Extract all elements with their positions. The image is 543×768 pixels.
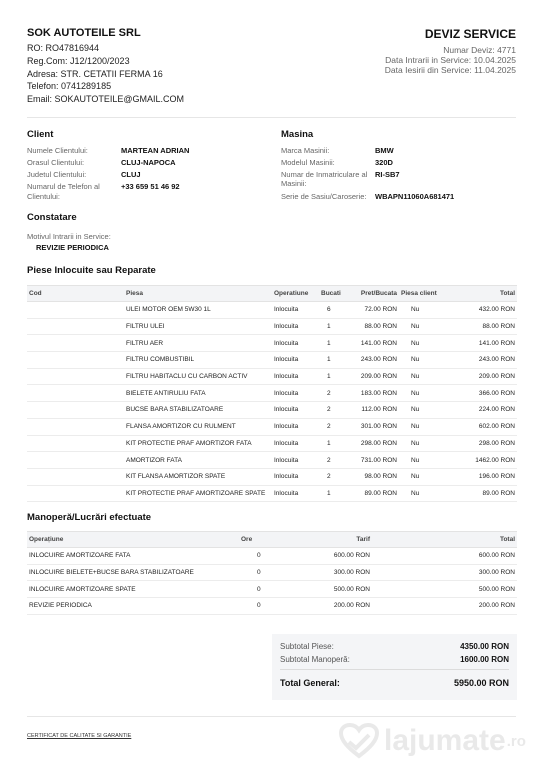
- watermark-text: lajumate: [384, 724, 506, 757]
- part-name: FILTRU AER: [126, 339, 164, 347]
- parts-header-operation: Operatiune: [274, 290, 309, 297]
- labor-rate: 300.00 RON: [333, 569, 370, 577]
- part-operation: Inlocuita: [274, 439, 299, 447]
- part-total: 366.00 RON: [478, 389, 515, 397]
- client-phone: +33 659 51 46 92: [121, 182, 180, 191]
- labor-total: 500.00 RON: [478, 585, 515, 593]
- part-qty: 6: [327, 306, 331, 314]
- part-name: KIT FLANSA AMORTIZOR SPATE: [126, 473, 226, 481]
- part-name: FILTRU COMBUSTIBIL: [126, 356, 195, 364]
- part-total: 1462.00 RON: [475, 456, 515, 464]
- watermark-suffix: .ro: [506, 732, 526, 750]
- subtotal-labor-label: Subtotal Manoperă:: [280, 655, 350, 664]
- part-operation: Inlocuita: [274, 389, 299, 397]
- labor-operation: INLOCUIRE BIELETE+BUCSE BARA STABILIZATOARE: [29, 569, 194, 577]
- car-plate-label-2: Masinii:: [281, 179, 307, 188]
- totals-divider: [280, 669, 509, 670]
- car-model-label: Modelul Masinii:: [281, 158, 335, 167]
- parts-header-price: Pret/Bucata: [360, 290, 397, 297]
- labor-title: Manoperă/Lucrări efectuate: [27, 512, 152, 523]
- part-total: 209.00 RON: [478, 373, 515, 381]
- labor-header-rate: Tarif: [356, 536, 370, 543]
- part-client: Nu: [411, 389, 420, 397]
- part-qty: 1: [327, 339, 331, 347]
- client-name-label: Numele Clientului:: [27, 146, 88, 155]
- part-price: 112.00 RON: [361, 406, 397, 414]
- part-total: 141.00 RON: [478, 339, 515, 347]
- labor-header-hours: Ore: [241, 536, 253, 543]
- part-price: 301.00 RON: [360, 423, 397, 431]
- parts-table-row: [27, 419, 517, 436]
- client-county-label: Judetul Clientului:: [27, 170, 87, 179]
- company-address: Adresa: STR. CETATII FERMA 16: [27, 68, 163, 79]
- findings-reason-label: Motivul Intrarii in Service:: [27, 232, 111, 241]
- part-operation: Inlocuita: [274, 356, 299, 364]
- parts-table-row: [27, 436, 517, 453]
- client-city-label: Orasul Clientului:: [27, 158, 85, 167]
- part-qty: 2: [327, 423, 331, 431]
- part-client: Nu: [411, 489, 420, 497]
- part-client: Nu: [411, 339, 420, 347]
- part-qty: 1: [327, 356, 331, 364]
- labor-total: 600.00 RON: [478, 552, 515, 560]
- part-operation: Inlocuita: [274, 373, 299, 381]
- part-total: 243.00 RON: [478, 356, 515, 364]
- part-price: 731.00 RON: [360, 456, 397, 464]
- part-client: Nu: [411, 323, 420, 331]
- grand-total-value: 5950.00 RON: [453, 678, 509, 688]
- car-brand: BMW: [375, 146, 394, 155]
- car-model: 320D: [375, 158, 393, 167]
- part-client: Nu: [411, 423, 420, 431]
- labor-table-row: [27, 581, 517, 598]
- labor-rate: 600.00 RON: [333, 552, 370, 560]
- parts-table: [27, 285, 517, 502]
- labor-table-row: [27, 598, 517, 615]
- header-divider: [27, 117, 516, 118]
- client-phone-label-1: Numarul de Telefon al: [27, 182, 100, 191]
- car-plate-label-1: Numar de Inmatriculare al: [281, 170, 368, 179]
- date-out: Data Iesirii din Service: 11.04.2025: [384, 65, 516, 75]
- subtotal-labor-row: [280, 655, 509, 664]
- part-name: FILTRU ULEI: [126, 323, 165, 331]
- part-client: Nu: [411, 373, 420, 381]
- labor-operation: INLOCUIRE AMORTIZOARE SPATE: [29, 585, 136, 593]
- part-price: 98.00 RON: [364, 473, 397, 481]
- labor-table-row: [27, 548, 517, 565]
- grand-total-label: Total General:: [280, 678, 340, 688]
- labor-rate: 200.00 RON: [333, 602, 370, 610]
- document-number: Numar Deviz: 4771: [443, 45, 516, 55]
- parts-table-header: [27, 285, 517, 302]
- part-client: Nu: [411, 439, 420, 447]
- parts-table-row: [27, 319, 517, 336]
- labor-hours: 0: [257, 585, 261, 593]
- parts-table-row: [27, 335, 517, 352]
- parts-table-row: [27, 469, 517, 486]
- labor-operation: INLOCUIRE AMORTIZOARE FATA: [29, 552, 131, 560]
- labor-total: 200.00 RON: [478, 602, 515, 610]
- part-qty: 1: [327, 439, 331, 447]
- part-price: 72.00 RON: [364, 306, 397, 314]
- parts-table-row: [27, 302, 517, 319]
- part-name: FLANSA AMORTIZOR CU RULMENT: [126, 423, 236, 431]
- parts-table-row: [27, 385, 517, 402]
- subtotal-parts-label: Subtotal Piese:: [280, 642, 334, 651]
- parts-header-qty: Bucati: [321, 290, 341, 297]
- company-info: [27, 27, 184, 106]
- labor-hours: 0: [257, 602, 261, 610]
- part-name: AMORTIZOR FATA: [126, 456, 182, 464]
- parts-header-client: Piesa client: [401, 290, 437, 297]
- part-client: Nu: [411, 473, 420, 481]
- company-vat: RO: RO47816944: [27, 43, 100, 53]
- client-phone-label-2: Clientului:: [27, 192, 60, 201]
- labor-hours: 0: [257, 552, 261, 560]
- part-price: 88.00 RON: [364, 323, 397, 331]
- part-total: 432.00 RON: [478, 306, 515, 314]
- date-in: Data Intrarii in Service: 10.04.2025: [385, 55, 516, 65]
- labor-table-body: [27, 548, 517, 615]
- lajumate-watermark: [338, 722, 526, 760]
- totals-box: [272, 634, 517, 700]
- part-total: 602.00 RON: [478, 423, 515, 431]
- company-email: Email: SOKAUTOTEILE@GMAIL.COM: [27, 94, 184, 105]
- subtotal-parts-row: [280, 642, 509, 651]
- document-title: DEVIZ SERVICE: [424, 27, 516, 41]
- company-phone: Telefon: 0741289185: [27, 81, 112, 92]
- labor-table-row: [27, 565, 517, 582]
- part-price: 209.00 RON: [360, 373, 397, 381]
- part-client: Nu: [411, 306, 420, 314]
- part-operation: Inlocuita: [274, 423, 299, 431]
- heart-logo-icon: [338, 722, 380, 760]
- part-qty: 1: [327, 489, 331, 497]
- document-info: [385, 27, 516, 75]
- parts-table-row: [27, 369, 517, 386]
- part-price: 89.00 RON: [364, 489, 397, 497]
- part-operation: Inlocuita: [274, 306, 299, 314]
- part-qty: 2: [327, 473, 331, 481]
- client-county: CLUJ: [121, 170, 141, 179]
- part-price: 183.00 RON: [360, 389, 397, 397]
- car-plate: RI-SB7: [375, 170, 400, 179]
- client-title: Client: [27, 129, 54, 140]
- labor-rate: 500.00 RON: [333, 585, 370, 593]
- part-operation: Inlocuita: [274, 489, 299, 497]
- parts-table-row: [27, 352, 517, 369]
- client-name: MARTEAN ADRIAN: [121, 146, 190, 155]
- part-total: 88.00 RON: [482, 323, 515, 331]
- part-name: ULEI MOTOR OEM 5W30 1L: [126, 306, 211, 314]
- part-client: Nu: [411, 406, 420, 414]
- labor-table-header: [27, 531, 517, 548]
- part-operation: Inlocuita: [274, 456, 299, 464]
- part-operation: Inlocuita: [274, 339, 299, 347]
- part-qty: 2: [327, 406, 331, 414]
- labor-header-op: Operațiune: [29, 536, 64, 543]
- company-name: SOK AUTOTEILE SRL: [27, 27, 141, 39]
- findings-reason: REVIZIE PERIODICA: [36, 243, 109, 252]
- labor-total: 300.00 RON: [478, 569, 515, 577]
- client-city: CLUJ-NAPOCA: [121, 158, 176, 167]
- parts-header-total: Total: [499, 290, 515, 297]
- car-title: Masina: [281, 129, 314, 140]
- car-vin: WBAPN11060A681471: [375, 192, 455, 201]
- car-brand-label: Marca Masinii:: [281, 146, 330, 155]
- part-name: KIT PROTECTIE PRAF AMORTIZOR FATA: [126, 439, 252, 447]
- part-name: BUCSE BARA STABILIZATOARE: [126, 406, 224, 414]
- parts-table-row: [27, 452, 517, 469]
- parts-header-part: Piesa: [126, 290, 143, 297]
- subtotal-labor-value: 1600.00 RON: [460, 655, 509, 664]
- part-price: 298.00 RON: [360, 439, 397, 447]
- labor-header-total: Total: [499, 536, 515, 543]
- company-reg: Reg.Com: J12/1200/2023: [27, 55, 130, 66]
- labor-hours: 0: [257, 569, 261, 577]
- parts-header-code: Cod: [29, 290, 42, 297]
- parts-table-body: [27, 302, 517, 502]
- part-price: 243.00 RON: [360, 356, 397, 364]
- subtotal-parts-value: 4350.00 RON: [460, 642, 509, 651]
- parts-title: Piese Inlocuite sau Reparate: [27, 265, 156, 276]
- parts-table-row: [27, 402, 517, 419]
- part-qty: 1: [327, 323, 331, 331]
- part-price: 141.00 RON: [360, 339, 397, 347]
- part-name: BIELETE ANTIRULIU FATA: [126, 389, 206, 397]
- footer-divider: [27, 716, 516, 717]
- grand-total-row: [280, 678, 509, 688]
- car-vin-label: Serie de Sasiu/Caroserie:: [281, 192, 367, 201]
- part-operation: Inlocuita: [274, 473, 299, 481]
- part-total: 298.00 RON: [478, 439, 515, 447]
- part-total: 89.00 RON: [482, 489, 515, 497]
- part-total: 224.00 RON: [478, 406, 515, 414]
- findings-title: Constatare: [27, 212, 77, 223]
- parts-table-row: [27, 486, 517, 503]
- part-total: 196.00 RON: [478, 473, 515, 481]
- part-client: Nu: [411, 456, 420, 464]
- part-qty: 2: [327, 389, 331, 397]
- labor-table: [27, 531, 517, 615]
- part-qty: 2: [327, 456, 331, 464]
- part-qty: 1: [327, 373, 331, 381]
- part-name: KIT PROTECTIE PRAF AMORTIZOARE SPATE: [126, 489, 266, 497]
- labor-operation: REVIZIE PERIODICA: [29, 602, 92, 610]
- part-operation: Inlocuita: [274, 323, 299, 331]
- part-name: FILTRU HABITACLU CU CARBON ACTIV: [126, 373, 248, 381]
- warranty-certificate-link[interactable]: CERTIFICAT DE CALITATE SI GARANTIE: [27, 733, 132, 739]
- part-operation: Inlocuita: [274, 406, 299, 414]
- part-client: Nu: [411, 356, 420, 364]
